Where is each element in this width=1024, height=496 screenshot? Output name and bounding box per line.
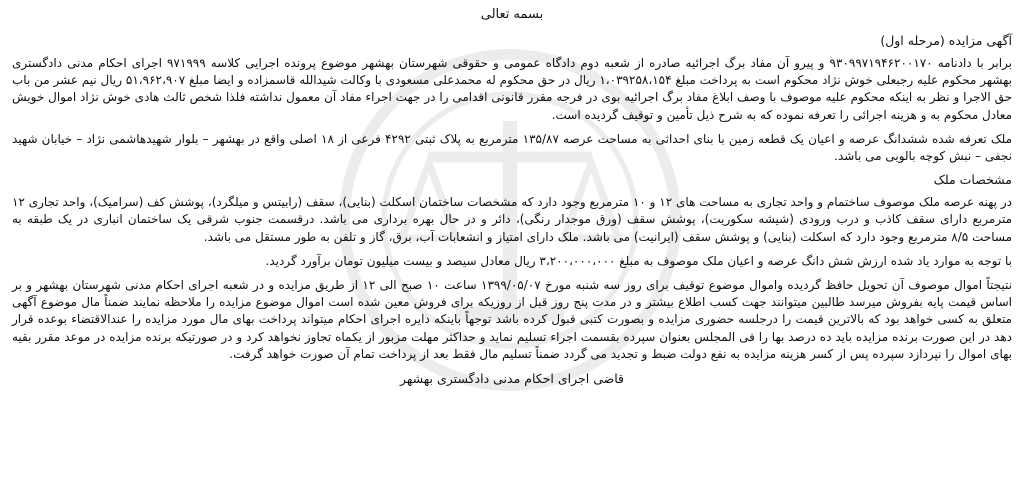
property-specs-heading: مشخصات ملک <box>933 172 1012 188</box>
property-description-paragraph: ملک تعرفه شده ششدانگ عرصه و اعیان یک قطعه زمین با بنای احداثی به مساحت عرصه ۱۳۵/۸۷ مترمربع به پلاک ثبتی ۴۲۹۲ فرعی از ۱۸ اصلی واقع در بهشهر – بلوار شهیدهاشمی نژاد – خیابان شهید نجفی – نبش کوچه بالویی می باشد. <box>12 131 1013 164</box>
document-title: بسمه تعالی <box>480 7 544 22</box>
verdict-paragraph: برابر با دادنامه ۹۳۰۹۹۷۱۹۴۶۲۰۰۱۷۰ و پیرو آن مفاد برگ اجرائیه صادره از شعبه دوم دادگاه عمومی و حقوقی شهرستان بهشهر موضوع پرونده اجرایی کلاسه ۹۷۱۹۹۹ اجرای احکام مدنی دادگستری بهشهر محکوم علیه رجبعلی خوش نژاد محکوم است به پرداخت مبلغ ۱،۰۳۹۲۵۸،۱۵۴ ریال در حق محکوم له محمدعلی مسعودی با وکالت شیدالله قاسمزاده و ایضا مبلغ ۵۱،۹۶۲،۹۰۷ ریال نیم عشر من باب حق الاجرا و نظر به اینکه محکوم علیه موصوف با وصف ابلاغ مفاد برگ اجرائیه بوی در فرجه مقرر قانونی اقدامی را در جهت اجراء مفاد آن معمول نداشته فلذا شخص ثالث هادی خوش نژاد اموال خویش معادل محکوم به و هزینه اجرائی را تعرفه نموده که به شرح ذیل تأمین و توقیف گردیده است. <box>12 56 1013 122</box>
auction-terms-paragraph: نتیجتاً اموال موصوف آن تحویل حافظ گردیده واموال موضوع توقیف برای روز سه شنبه مورخ ۱۳۹۹/۰۵/۰۷ ساعت ۱۰ صبح الی ۱۲ از طریق مزایده و در شعبه اجرای احکام مدنی شهرستان بهشهر و بر اساس قیمت پایه بفروش میرسد طالبین میتوانند جهت کسب اطلاع بیشتر و در مدت پنج روز قبل از روزیکه برای فروش معین شده است اموال موضوع مزایده را ملاحظه نمایند ضمناً مال موضوع آگهی متعلق به کسی خواهد بود که بالاترین قیمت را درجلسه حضوری مزایده و بصورت کتبی قبول کرده باشد توجهاً باینکه دایره اجرای احکام میتواند پرداخت بهای مال مورد مزایده را عندالاقتضاء بوعده قرار دهد در این صورت برنده مزایده باید ده درصد بها را فی المجلس بعنوان سپرده بقسمت اجراء تسلیم نماید و حداکثر مهلت مزبور از یکماه تجاوز نخواهد کرد و در صورتیکه برنده مزایده در موعد مقرر بقیه بهای اموال را نپردازد سپرده پس از کسر هزینه مزایده به نفع دولت ضبط و تجدید می گردد ضمناً تسلیم مال فقط بعد از پرداخت تمام آن صورت خواهد گرفت. <box>12 278 1012 361</box>
judge-signature: قاضی اجرای احکام مدنی دادگستری بهشهر <box>399 371 625 387</box>
property-specs-paragraph: در پهنه عرصه ملک موصوف ساختمام و واحد تجاری به مساحت های ۱۲ و ۱۰ مترمربع وجود دارد که مشخصات ساختمان اسکلت (بنایی)، سقف (رابیتس و میلگرد)، پوشش کف (سرامیک)، واحد تجاری ۱۲ مترمربع دارای سقف کاذب و درب ورودی (شیشه سکوریت)، پوشش سقف (ورق موجدار رنگی)، دائر و در حال بهره برداری می باشد. درقسمت جنوب شرقی یک ساختمان انباری در یک طبقه به مساحت ۸/۵ مترمربع وجود دارد که اسکلت (بنایی) و پوشش سقف (ایرانیت) می باشد. ملک دارای امتیاز و انشعابات آب، برق، گاز و تلفن به طور مستقل می باشد. <box>12 195 1012 244</box>
valuation-paragraph: با توجه به موارد یاد شده ارزش شش دانگ عرصه و اعیان ملک موصوف به مبلغ ۳،۲۰۰،۰۰۰،۰۰۰ ریال معادل سیصد و بیست میلیون تومان برآورد گردید. <box>265 253 1012 268</box>
notice-heading: آگهی مزایده (مرحله اول) <box>880 33 1012 48</box>
